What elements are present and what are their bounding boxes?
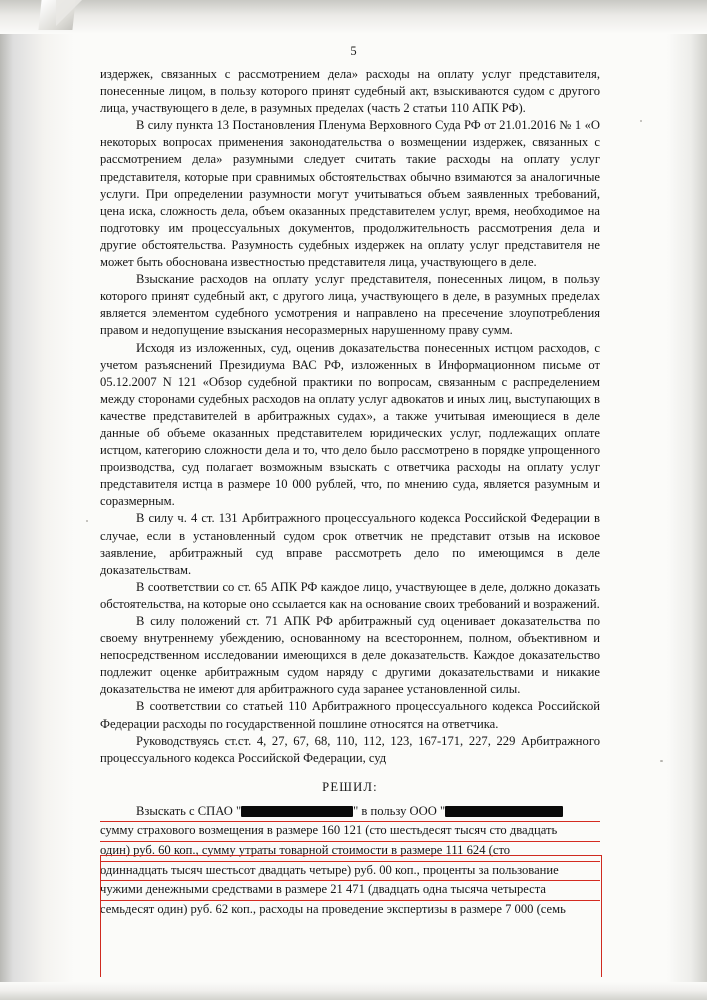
ruling-awarded-amounts-block bbox=[100, 803, 600, 919]
ruling-line-5 bbox=[100, 881, 600, 901]
redaction-bar bbox=[241, 806, 353, 817]
paragraph: В силу положений ст. 71 АПК РФ арбитражный суд оценивает доказательства по своему внутреннему убеждению, основанному на всестороннем, полном, объективном и непосредственном исследовании имеющихся в деле доказательств. Каждое доказательство подлежит оценке арбитражным судом наряду с другими доказательствами и никакие доказательства не имеют для арбитражного суда заранее установленной силы. bbox=[100, 614, 600, 697]
scan-speck bbox=[660, 760, 663, 762]
redaction-bar bbox=[445, 806, 563, 817]
ruling-line-5-text: чужими денежными средствами в размере 21 471 (двадцать одна тысяча четыреста bbox=[100, 881, 600, 901]
page-edge-shading-right bbox=[667, 0, 707, 1000]
paragraph: В силу ч. 4 ст. 131 Арбитражного процессуального кодекса Российской Федерации в случае, если в установленный судом срок ответчик не представит отзыв на исковое заявление, арбитражный суд вправе рассмотреть дело по имеющимся в деле доказательствам. bbox=[100, 511, 600, 577]
highlight-rule-right bbox=[601, 855, 602, 977]
scan-speck bbox=[86, 520, 88, 522]
paragraph: Руководствуясь ст.ст. 4, 27, 67, 68, 110, 112, 123, 167-171, 227, 229 Арбитражного процессуального кодекса Российской Федерации, суд bbox=[100, 733, 600, 765]
ruling-line-2-text: сумму страхового возмещения в размере 160 121 (сто шестьдесят тысяч сто двадцать bbox=[100, 822, 600, 842]
ruling-line-3 bbox=[100, 842, 600, 862]
page-edge-shading-top bbox=[0, 0, 707, 34]
paragraph: В соответствии со статьей 110 Арбитражного процессуального кодекса Российской Федерации расходы по государственной пошлине относятся на ответчика. bbox=[100, 699, 600, 731]
ruling-line-3-text: один) руб. 60 коп., сумму утраты товарной стоимости в размере 111 624 (сто bbox=[100, 842, 600, 862]
ruling-line-4-text: одиннадцать тысяч шестьсот двадцать четыре) руб. 00 коп., проценты за пользование bbox=[100, 862, 600, 882]
ruling-heading: РЕШИЛ: bbox=[322, 779, 378, 794]
paper-corner-fold-shadow bbox=[56, 0, 82, 26]
document-body bbox=[100, 66, 600, 918]
page-edge-shading-bottom bbox=[0, 982, 707, 1000]
ruling-line-2 bbox=[100, 822, 600, 842]
ruling-line-1 bbox=[100, 803, 600, 823]
scan-speck bbox=[640, 120, 642, 122]
ruling-line-6-text: семьдесят один) руб. 62 коп., расходы на проведение экспертизы в размере 7 000 (семь bbox=[100, 901, 566, 916]
paragraph: В силу пункта 13 Постановления Пленума Верховного Суда РФ от 21.01.2016 № 1 «О некоторых вопросах применения законодательства о возмещении издержек, связанных с рассмотрением дела» разумными следует считать такие расходы на оплату услуг представителя, которые при сравнимых обстоятельствах обычно взимаются за аналогичные услуги. При определении разумности могут учитываться объем заявленных требований, цена иска, сложность дела, объем оказанных представителем услуг, время, необходимое на подготовку им процессуальных документов, продолжительность рассмотрения дела и другие обстоятельства. Разумность судебных издержек на оплату услуг представителя не может быть обоснована известностью представителя лица, участвующего в деле. bbox=[100, 118, 600, 270]
paragraph: В соответствии со ст. 65 АПК РФ каждое лицо, участвующее в деле, должно доказать обстоятельства, на которые оно ссылается как на основание своих требований и возражений. bbox=[100, 579, 600, 611]
paragraph: Исходя из изложенных, суд, оценив доказательства понесенных истцом расходов, с учетом разъяснений Президиума ВАС РФ, изложенных в Информационном письме от 05.12.2007 N 121 «Обзор судебной практики по вопросам, связанным с распределением между сторонами судебных расходов на оплату услуг адвокатов и иных лиц, выступающих в качестве представителей в арбитражных судах», а также учитывая имеющиеся в деле данные об объеме оказанных представителем юридических услуг, подлежащих оплате истцом, категорию сложности дела и то, что дело было рассмотрено в порядке упрощенного производства, суд полагает возможным взыскать с ответчика расходы на оплату услуг представителя истца в размере 10 000 рублей, что, по мнению суда, является разумным и соразмерным. bbox=[100, 340, 600, 509]
ruling-line-6 bbox=[100, 901, 600, 919]
paragraph: издержек, связанных с рассмотрением дела» расходы на оплату услуг представителя, понесенные лицом, в пользу которого принят судебный акт, взыскиваются судом с другого лица, участвующего в деле, в разумных пределах (часть 2 статьи 110 АПК РФ). bbox=[100, 67, 600, 116]
paper-corner-fold bbox=[38, 0, 75, 30]
page-edge-shading-left bbox=[0, 0, 74, 1000]
ruling-line-1-prefix: Взыскать с СПАО " bbox=[136, 803, 242, 818]
ruling-line-4 bbox=[100, 862, 600, 882]
paragraph: Взыскание расходов на оплату услуг представителя, понесенных лицом, в пользу которого принят судебный акт, с другого лица, участвующего в деле, в разумных пределах является элементом судебного усмотрения и направлено на пресечение злоупотребления правом и недопущение взыскания несоразмерных нарушенному праву сумм. bbox=[100, 272, 600, 338]
page-number: 5 bbox=[350, 44, 357, 58]
ruling-line-1-middle: " в пользу ООО " bbox=[353, 803, 446, 818]
